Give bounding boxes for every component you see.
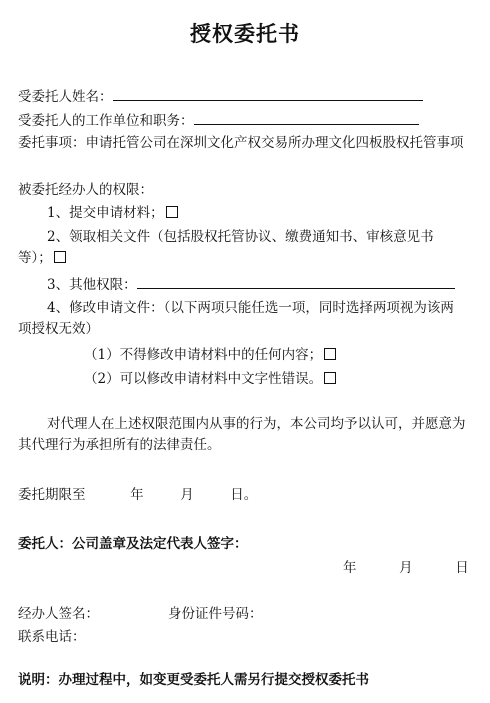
checkbox-option-2[interactable]: [324, 372, 336, 384]
entrusted-matter: 委托事项：申请托管公司在深圳文化产权交易所办理文化四板股权托管事项: [18, 135, 464, 151]
handler-id-number: 身份证件号码：: [168, 606, 263, 622]
agent-work-label: 受委托人的工作单位和职务：: [18, 113, 194, 129]
principal-date: [343, 558, 469, 578]
principal-label: 委托人：公司盖章及法定代表人签字：: [18, 536, 248, 552]
authority-heading: 被委托经办人的权限：: [18, 182, 153, 198]
agent-name-row: [18, 86, 423, 107]
footnote: 说明：办理过程中，如变更受委托人需另行提交授权委托书: [18, 672, 369, 688]
statement: 对代理人在上述权限范围内从事的行为，本公司均予以认可，并愿意为其代理行为承担所有的法律责任。: [18, 416, 466, 453]
authority-item-2: [18, 227, 466, 269]
term-row: [18, 485, 257, 505]
authority-item-3-text: 3、其他权限：: [47, 277, 137, 293]
agent-work-row: [18, 110, 419, 131]
agent-work-blank: [194, 110, 419, 125]
agent-name-label: 受委托人姓名：: [18, 89, 113, 105]
option-1: [84, 345, 336, 365]
authority-item-1-text: 1、提交申请材料；: [47, 205, 164, 221]
authority-item-3: [47, 274, 455, 295]
option-2-text: （2）可以修改申请材料中文字性错误。: [84, 371, 323, 387]
document-title: 授权委托书: [190, 21, 300, 46]
other-authority-blank: [137, 274, 455, 289]
authority-item-2-text: 2、领取相关文件（包括股权托管协议、缴费通知书、审核意见书等）；: [18, 229, 434, 266]
authority-item-1: [47, 203, 178, 223]
agent-name-blank: [113, 86, 423, 101]
checkbox-1[interactable]: [166, 206, 178, 218]
authority-item-4: 4、修改申请文件：（以下两项只能任选一项，同时选择两项视为该两项授权无效）: [18, 300, 454, 337]
term-label: 委托期限至: [18, 487, 86, 503]
option-2: [84, 369, 336, 389]
term-year: 年: [130, 487, 144, 503]
principal-year: 年: [343, 560, 357, 576]
checkbox-2[interactable]: [54, 251, 66, 263]
term-day: 日。: [230, 487, 258, 503]
option-1-text: （1）不得修改申请材料中的任何内容；: [84, 347, 323, 363]
handler-phone: 联系电话：: [18, 629, 86, 645]
principal-day: 日: [455, 560, 469, 576]
principal-month: 月: [399, 560, 413, 576]
handler-signature: 经办人签名：: [18, 606, 99, 622]
checkbox-option-1[interactable]: [324, 348, 336, 360]
term-month: 月: [180, 487, 194, 503]
